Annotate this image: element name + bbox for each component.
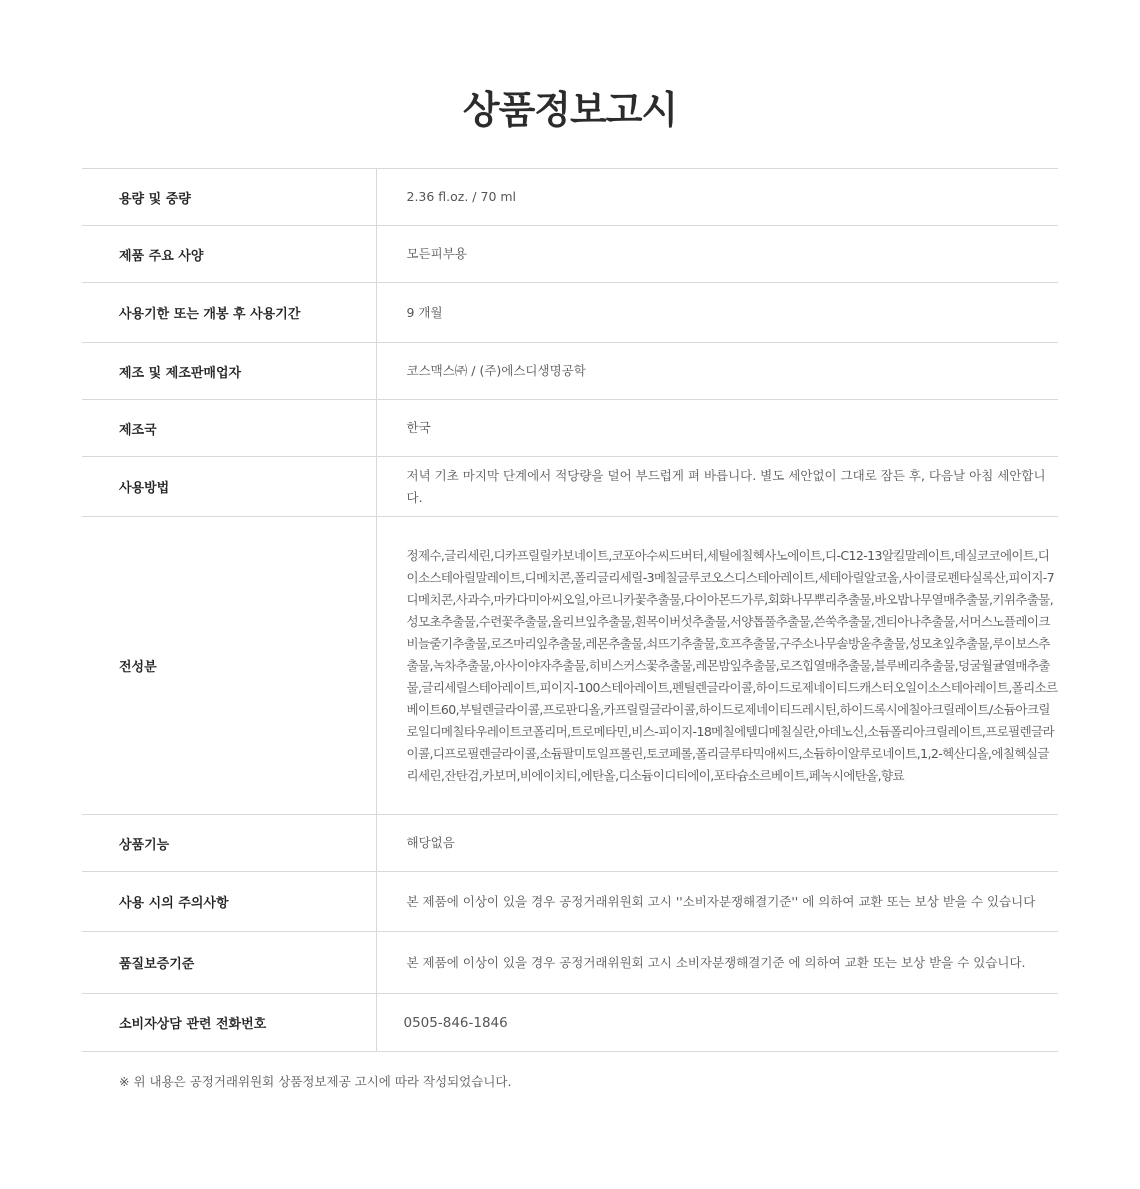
row-label-phone: 소비자상담 관련 전화번호	[82, 994, 376, 1052]
row-label-spec: 제품 주요 사양	[82, 226, 376, 283]
row-value-precautions: 본 제품에 이상이 있을 경우 공정거래위원회 고시 ''소비자분쟁해결기준'' 에 의하여 교환 또는 보상 받을 수 있습니다	[406, 893, 1036, 909]
table-row	[82, 872, 1058, 932]
table-row	[82, 932, 1058, 994]
table-row	[82, 226, 1058, 283]
row-label-manufacturer: 제조 및 제조판매업자	[82, 343, 376, 400]
table-row	[82, 815, 1058, 872]
row-label-precautions: 사용 시의 주의사항	[82, 872, 376, 932]
row-label-country: 제조국	[82, 400, 376, 457]
row-value-capacity: 2.36 fl.oz. / 70 ml	[406, 189, 517, 204]
table-row	[82, 457, 1058, 517]
row-label-ingredients: 전성분	[82, 517, 376, 815]
row-value-phone: 0505-846-1846	[403, 1014, 508, 1031]
footnote: ※ 위 내용은 공정거래위원회 상품정보제공 고시에 따라 작성되었습니다.	[119, 1074, 512, 1089]
row-label-capacity: 용량 및 중량	[82, 169, 376, 226]
row-label-function: 상품기능	[82, 815, 376, 872]
product-info-table	[82, 168, 1058, 1052]
row-value-ingredients: 정제수,글리세린,디카프릴릴카보네이트,코포아수씨드버터,세틸에칠헥사노에이트,디-C12-13알킬말레이트,데실코코에이트,디이소스테아릴말레이트,디메치콘,폴리글리세릴-3메칠글루코오스디스테아레이트,세테아릴알코올,사이클로펜타실록산,피이지-7디메치콘,사과수,마카다미아씨오일,아르니카꽃추출물,다이아몬드가루,회화나무뿌리추출물,바오밥나무열매추출물,키위추출물,성모초추출물,수련꽃추출물,올리브잎추출물,흰목이버섯추출물,서양톱풀추출물,쓴쑥추출물,겐티아나추출물,서머스노플레이크비늘줄기추출물,로즈마리잎추출물,레몬추출물,쇠뜨기추출물,호프추출물,구주소나무솔방울추출물,성모초잎추출물,루이보스추출물,녹차추출물,아사이야자추출물,히비스커스꽃추출물,레몬밤잎추출물,로즈힙열매추출물,블루베리추출물,덩굴월귤열매추출물,글리세릴스테아레이트,피이지-100스테아레이트,펜틸렌글라이콜,하이드로제네이티드캐스터오일이소스테아레이트,폴리소르베이트60,부틸렌글라이콜,프로판디올,카프릴릴글라이콜,하이드로제네이티드레시틴,하이드록시에칠아크릴레이트/소듐아크릴로일디메칠타우레이트코폴리머,트로메타민,비스-피이지-18메칠에텔디메칠실란,아데노신,소듐폴리아크릴레이트,프로필렌글라이콜,디프로필렌글라이콜,소듐팔미토일프롤린,토코페롤,폴리글루타믹애씨드,소듐하이알루로네이트,1,2-헥산디올,에칠헥실글리세린,잔탄검,카보머,비에이치티,에탄올,디소듐이디티에이,포타슘소르베이트,페녹시에탄올,향료	[406, 547, 1058, 783]
table-row	[82, 400, 1058, 457]
row-value-manufacturer: 코스맥스㈜ / (주)에스디생명공학	[406, 363, 586, 378]
row-label-usage: 사용방법	[82, 457, 376, 517]
table-row	[82, 343, 1058, 400]
table-row	[82, 169, 1058, 226]
page-title: 상품정보고시	[462, 88, 678, 132]
row-label-expiry: 사용기한 또는 개봉 후 사용기간	[82, 283, 376, 343]
row-label-quality: 품질보증기준	[82, 932, 376, 994]
row-value-quality: 본 제품에 이상이 있을 경우 공정거래위원회 고시 소비자분쟁해결기준 에 의하여 교환 또는 보상 받을 수 있습니다.	[406, 954, 1026, 970]
table-row	[82, 517, 1058, 815]
row-value-expiry: 9 개월	[406, 304, 443, 320]
row-value-usage: 저녁 기초 마지막 단계에서 적당량을 덜어 부드럽게 펴 바릅니다. 별도 세안없이 그대로 잠든 후, 다음날 아침 세안합니다.	[406, 467, 1046, 505]
row-value-function: 해당없음	[406, 835, 455, 850]
row-value-spec: 모든피부용	[406, 246, 467, 261]
table-row	[82, 283, 1058, 343]
table-row	[82, 994, 1058, 1052]
row-value-country: 한국	[406, 420, 431, 435]
